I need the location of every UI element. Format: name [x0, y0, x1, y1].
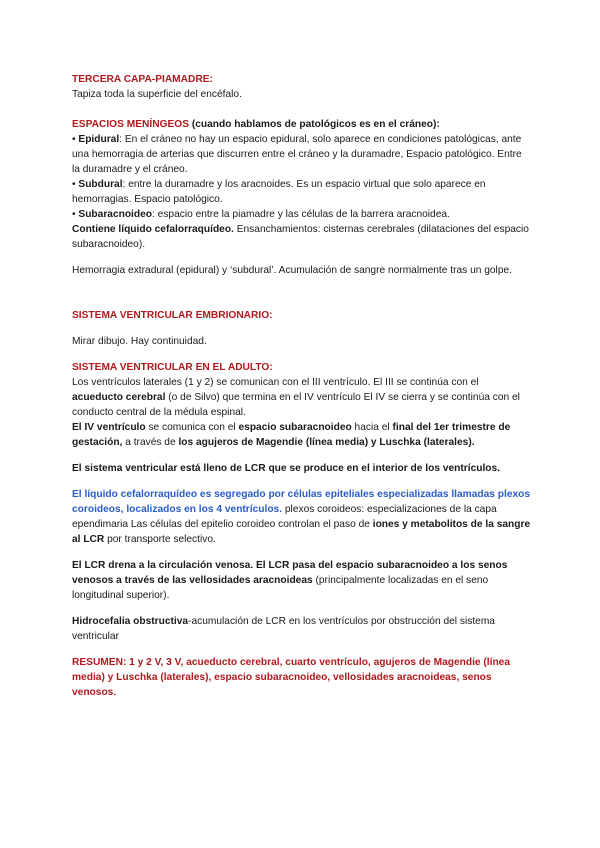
term-final-trimestre: final del 1er trimestre de gestación,: [72, 422, 511, 448]
spacer: [72, 547, 532, 558]
term-subdural: Subdural: [78, 179, 123, 190]
bullet-mark: •: [72, 209, 79, 220]
bold-text: El LCR drena a la circulación venosa. El LCR pasa del espacio subaracnoideo a los senos venosos a través de las vellosidades aracnoideas: [72, 560, 508, 586]
paragraph-iv-ventriculo: [72, 420, 532, 450]
text: se comunica con el: [145, 422, 239, 433]
paragraph-lcr-drena: [72, 558, 532, 603]
spacer: [72, 252, 532, 263]
term-acueducto: acueducto cerebral: [72, 392, 166, 403]
text-epidural: : En el cráneo no hay un espacio epidural, solo aparece en condiciones patológicas, ante una hemorragia de arterias que discurren entre el cráneo y la duramadre, Espacio patológico. Entre la duramadre y el cráneo.: [72, 134, 522, 175]
term-subaracnoideo: Subaracnoideo: [78, 209, 152, 220]
text: hacia el: [351, 422, 393, 433]
spacer: [72, 102, 532, 117]
spacer: [72, 476, 532, 487]
term-iv-ventriculo: El IV ventrículo: [72, 422, 146, 433]
heading-red-part: ESPACIOS MENÍNGEOS: [72, 119, 189, 130]
paragraph-hidrocefalia: [72, 614, 532, 644]
bullet-mark: •: [72, 134, 79, 145]
paragraph-plexos-coroideos: [72, 487, 532, 547]
term-epidural: Epidural: [78, 134, 120, 145]
text: -acumulación de LCR en los ventrículos por obstrucción del sistema ventricular: [72, 616, 495, 642]
spacer: [72, 349, 532, 360]
spacer: [72, 450, 532, 461]
paragraph-resumen: RESUMEN: 1 y 2 V, 3 V, acueducto cerebral, cuarto ventrículo, agujeros de Magendie (línea media) y Luschka (laterales), espacio subaracnoideo, vellosidades aracnoideas, senos venosos.: [72, 657, 511, 698]
document-body: [72, 72, 532, 700]
bullet-subaracnoideo: [72, 207, 532, 222]
text-subdural: : entre la duramadre y los aracnoides. Es un espacio virtual que solo aparece en hemorragias. Espacio patológico.: [72, 179, 486, 205]
text: (o de Silvo) que termina en el IV ventrículo El IV se cierra y se continúa con el conducto central de la médula espinal.: [72, 392, 520, 418]
text: Los ventrículos laterales (1 y 2) se comunican con el III ventrículo. El III se continúa con el: [72, 377, 479, 388]
text: a través de: [122, 437, 179, 448]
bullet-subdural: [72, 177, 532, 207]
term-agujeros: los agujeros de Magendie (línea media) y Luschka (laterales).: [178, 437, 475, 448]
paragraph-contiene-lcr: [72, 222, 532, 252]
highlight-blue: El líquido cefalorraquídeo es segregado por células epiteliales especializadas llamadas plexos coroideos, localizados en los 4 ventrículos.: [72, 489, 531, 515]
heading-tercera-capa: TERCERA CAPA-PIAMADRE:: [72, 74, 213, 85]
text-subaracnoideo: : espacio entre la piamadre y las células de la barrera aracnoidea.: [152, 209, 450, 220]
text: (principalmente localizadas en el seno longitudinal superior).: [72, 575, 489, 601]
text: por transporte selectivo.: [104, 534, 216, 545]
spacer: [72, 323, 532, 334]
spacer: [72, 603, 532, 614]
bullet-epidural: [72, 132, 532, 177]
lcr-text: Ensanchamientos: cisternas cerebrales (dilataciones del espacio subaracnoideo).: [72, 224, 529, 250]
text: plexos coroideos: especializaciones de la capa ependimaria Las células del epitelio coroideo controlan el paso de: [72, 504, 497, 530]
term-hidrocefalia: Hidrocefalia obstructiva: [72, 616, 189, 627]
term-iones: iones y metabolitos de la sangre al LCR: [72, 519, 531, 545]
paragraph-piamadre: Tapiza toda la superficie del encéfalo.: [72, 89, 242, 100]
bullet-mark: •: [72, 179, 79, 190]
term-espacio-subaracnoideo: espacio subaracnoideo: [238, 422, 352, 433]
paragraph-ventriculos-laterales: [72, 375, 532, 420]
paragraph-lleno-lcr: El sistema ventricular está lleno de LCR que se produce en el interior de los ventrículos.: [72, 463, 501, 474]
heading-sistema-embrionario: SISTEMA VENTRICULAR EMBRIONARIO:: [72, 310, 273, 321]
heading-black-part: (cuando hablamos de patológicos es en el cráneo):: [189, 119, 440, 130]
paragraph-mirar-dibujo: Mirar dibujo. Hay continuidad.: [72, 336, 207, 347]
spacer: [72, 278, 532, 308]
heading-espacios-meningeos: [72, 117, 532, 132]
spacer: [72, 644, 532, 655]
lcr-bold: Contiene líquido cefalorraquídeo.: [72, 224, 234, 235]
paragraph-hemorragia: Hemorragia extradural (epidural) y ‘subdural’. Acumulación de sangre normalmente tras un golpe.: [72, 265, 512, 276]
heading-sistema-adulto: SISTEMA VENTRICULAR EN EL ADULTO:: [72, 362, 273, 373]
